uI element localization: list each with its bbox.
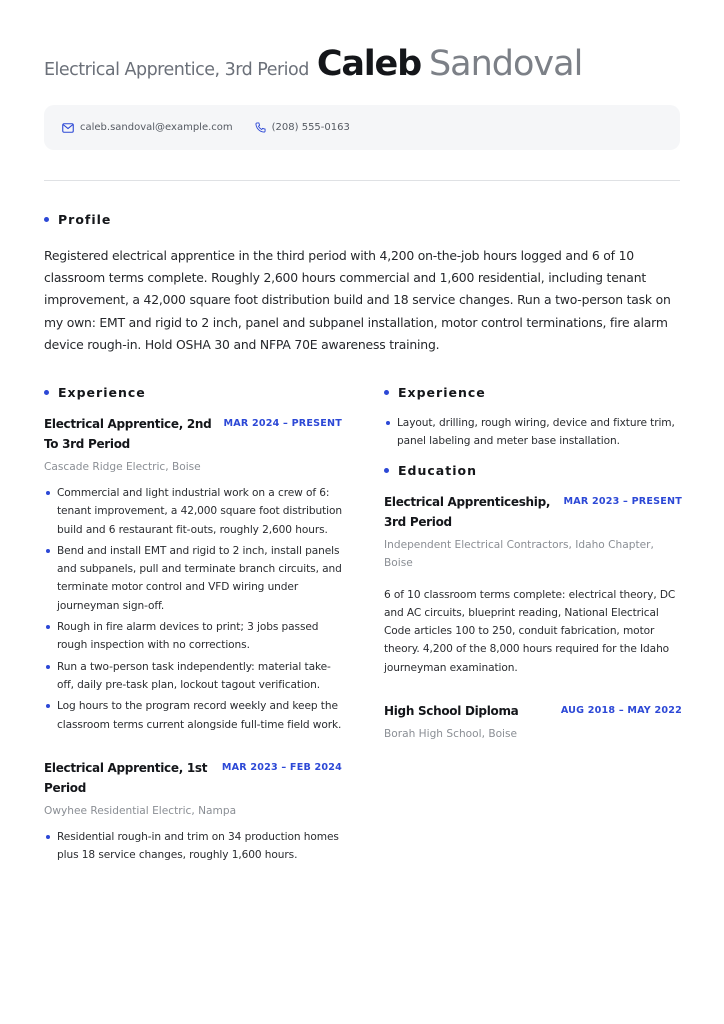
profile-section-title <box>44 212 111 227</box>
list-item: Commercial and light industrial work on a crew of 6: tenant improvement, a 42,000 square foot distribution build and 6 restaurant fit-outs, roughly 2,600 hours. <box>44 484 342 539</box>
job-title: Electrical Apprentice, 2nd To 3rd Period <box>44 417 212 451</box>
section-bullet-icon <box>44 390 49 395</box>
email-text: caleb.sandoval@example.com <box>80 122 233 133</box>
section-bullet-icon <box>384 468 389 473</box>
education-section-title <box>384 463 682 478</box>
education-title: Electrical Apprenticeship, 3rd Period <box>384 494 551 529</box>
job-date: MAR 2024 – PRESENT <box>223 418 342 429</box>
job-date: MAR 2023 – FEB 2024 <box>221 761 342 773</box>
first-name: Caleb <box>316 44 421 84</box>
profile-heading: Profile <box>58 212 112 227</box>
education-institution: Borah High School, Boise <box>384 728 518 741</box>
experience-heading: Experience <box>58 385 146 400</box>
contact-phone[interactable] <box>255 122 350 133</box>
phone-icon <box>255 122 266 133</box>
education-description: 6 of 10 classroom terms complete: electrical theory, DC and AC circuits, blueprint reading, National Electrical Code articles 100 to 250, conduit fabrication, motor theory. 4,200 of the 8,000 hours required for the Idaho journeyman examination. <box>384 588 676 674</box>
section-bullet-icon <box>44 217 49 222</box>
job-bullets-continued <box>384 414 682 451</box>
list-item: Run a two-person task independently: material take-off, daily pre-task plan, lockout tagout verification. <box>44 658 342 695</box>
list-item: Layout, drilling, rough wiring, device and fixture trim, panel labeling and meter base installation. <box>384 414 682 451</box>
education-title: High School Diploma <box>384 704 519 719</box>
profile-summary: Registered electrical apprentice in the third period with 4,200 on-the-job hours logged and 6 of 10 classroom terms complete. Roughly 2,600 hours commercial and 1,600 residential, including tenant improvement, a 42,000 square foot distribution build and 18 service changes. Run a two-person task on my own: EMT and rigid to 2 inch, panel and subpanel installation, motor control terminations, fire alarm device rough-in. Hold OSHA 30 and NFPA 70E awareness training. <box>44 248 671 352</box>
education-institution: Independent Electrical Contractors, Idaho Chapter, Boise <box>384 538 654 569</box>
mail-icon <box>62 123 74 133</box>
education-heading: Education <box>398 462 477 478</box>
education-date: AUG 2018 – MAY 2022 <box>560 705 682 717</box>
experience-continued-title <box>384 385 682 400</box>
resume-header <box>44 44 684 86</box>
job-role-title: Electrical Apprentice, 3rd Period <box>44 60 309 80</box>
contact-email[interactable] <box>62 122 233 133</box>
section-bullet-icon <box>384 390 389 395</box>
job-bullets <box>44 484 342 734</box>
education-date: MAR 2023 – PRESENT <box>563 495 682 507</box>
job-entry <box>44 758 342 865</box>
education-entry <box>384 492 682 677</box>
job-bullets <box>44 828 342 865</box>
experience-heading: Experience <box>398 385 486 400</box>
list-item: Bend and install EMT and rigid to 2 inch, install panels and subpanels, pull and terminate branch circuits, and terminate motor control and VFD wiring under journeyman sign-off. <box>44 542 342 615</box>
job-employer: Owyhee Residential Electric, Nampa <box>44 804 237 817</box>
experience-section-title <box>44 385 342 400</box>
job-employer: Cascade Ridge Electric, Boise <box>44 461 201 473</box>
phone-text: (208) 555-0163 <box>271 122 350 133</box>
left-column <box>44 385 342 867</box>
list-item: Log hours to the program record weekly and keep the classroom terms current alongside full-time field work. <box>44 697 342 734</box>
contact-bar <box>44 105 680 150</box>
job-entry <box>44 414 342 734</box>
list-item: Rough in fire alarm devices to print; 3 jobs passed rough inspection with no corrections. <box>44 618 342 655</box>
education-entry <box>384 701 682 743</box>
header-divider <box>44 180 680 181</box>
right-column <box>384 385 682 743</box>
last-name: Sandoval <box>428 44 583 84</box>
list-item: Residential rough-in and trim on 34 production homes plus 18 service changes, roughly 1,600 hours. <box>44 828 342 865</box>
job-title: Electrical Apprentice, 1st Period <box>44 760 208 795</box>
